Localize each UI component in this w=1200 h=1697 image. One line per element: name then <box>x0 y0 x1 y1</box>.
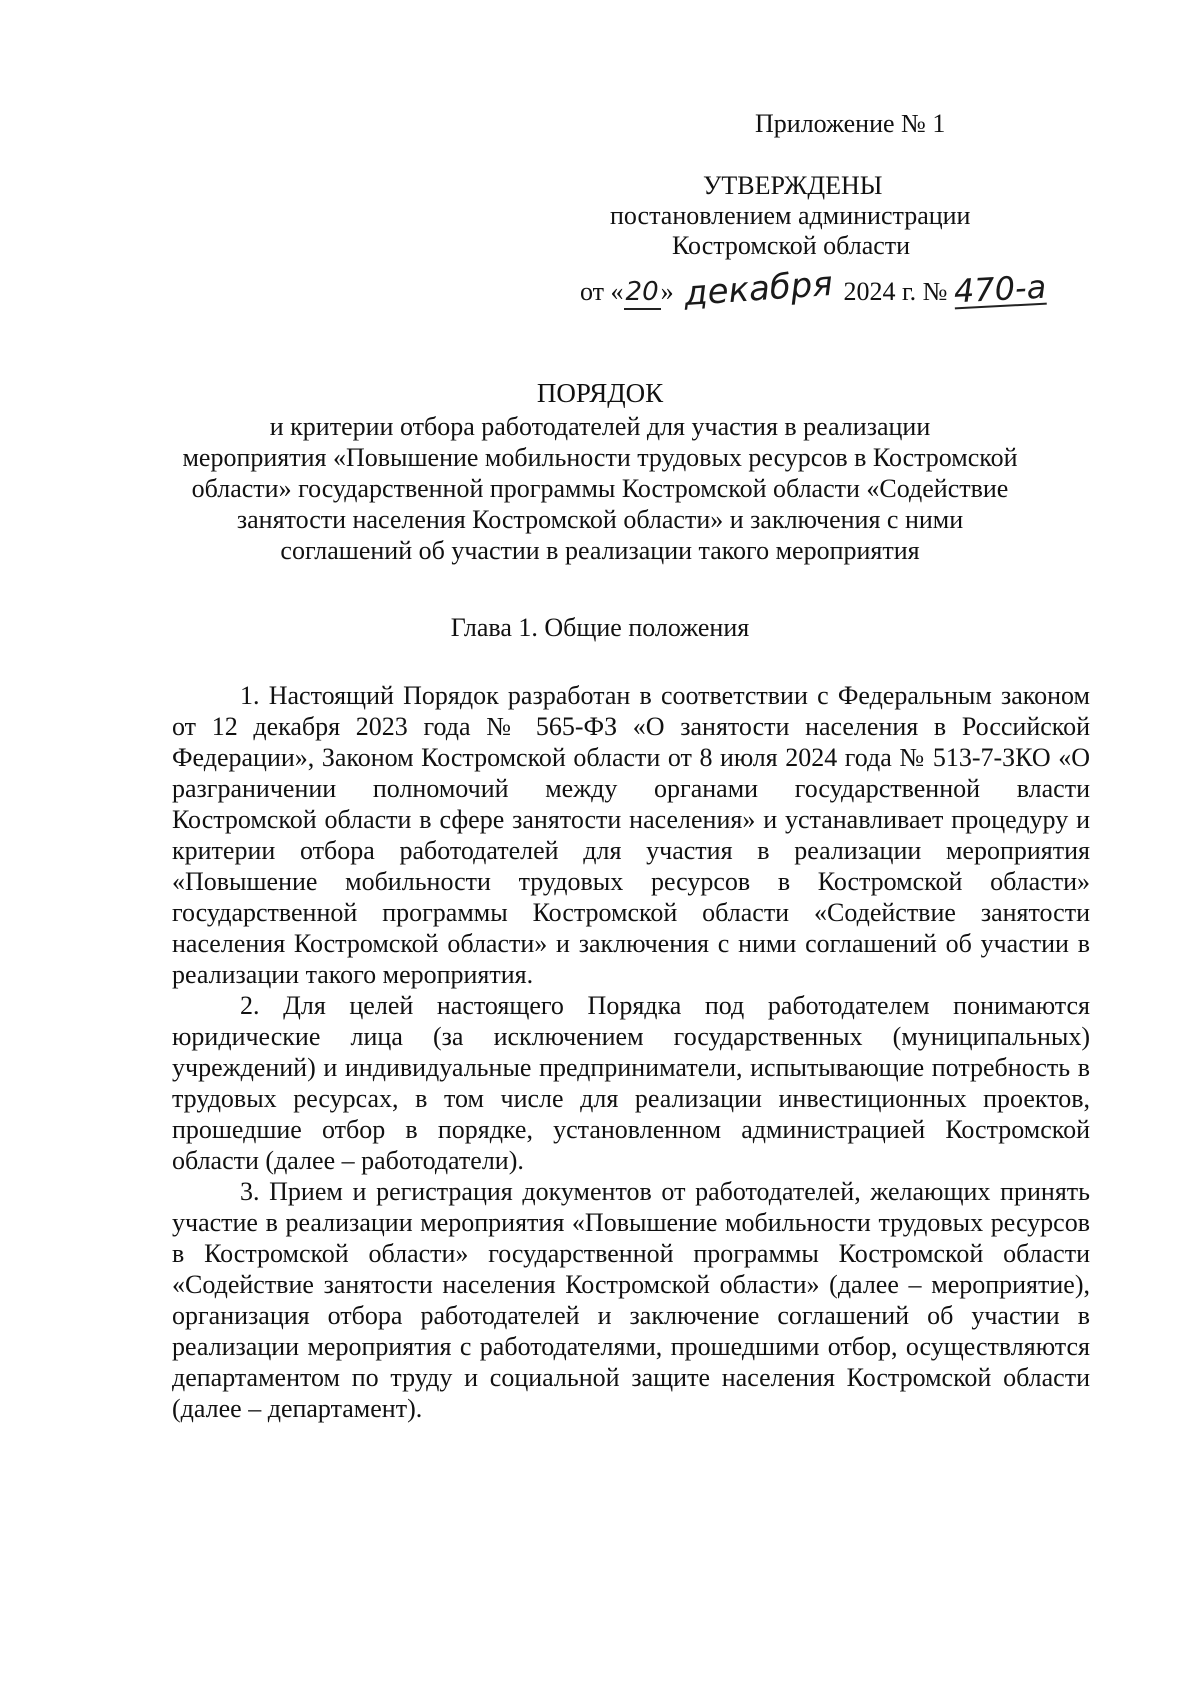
subtitle-line: мероприятия «Повышение мобильности трудовых ресурсов в Костромской <box>182 443 1018 472</box>
handwritten-month: декабря <box>682 263 835 315</box>
subtitle-line: соглашений об участии в реализации такого мероприятия <box>280 536 920 565</box>
annex-label: Приложение № 1 <box>755 109 946 138</box>
subtitle-line: и критерии отбора работодателей для участия в реализации <box>269 412 931 441</box>
date-year: 2024 г. № <box>843 277 948 306</box>
paragraph-3: 3. Прием и регистрация документов от работодателей, желающих принять участие в реализации мероприятия «Повышение мобильности трудовых ресурсов в Костромской области» государственной программы Костромской области «Содействие занятости населения Костромской области» (далее – мероприятие), организация отбора работодателей и заключение соглашений об участии в реализации мероприятия с работодателями, прошедшими отбор, осуществляются департаментом по труду и социальной защите населения Костромской области (далее – департамент). <box>172 1177 1090 1423</box>
date-quote-close: » <box>660 277 674 306</box>
subtitle-line: занятости населения Костромской области» и заключения с ними <box>236 505 964 534</box>
handwritten-day: 20 <box>624 277 661 310</box>
paragraph-2: 2. Для целей настоящего Порядка под работодателем понимаются юридические лица (за исключением государственных (муниципальных) учреждений) и индивидуальные предприниматели, испытывающие потребность в трудовых ресурсах, в том числе для реализации инвестиционных проектов, прошедшие отбор в порядке, установленном администрацией Костромской области (далее – работодатели). <box>172 991 1090 1175</box>
date-prefix: от « <box>580 277 624 306</box>
handwritten-number: 470-а <box>952 267 1048 311</box>
region-label: Костромской области <box>672 231 911 260</box>
document-body <box>172 680 1090 1424</box>
resolution-label: постановлением администрации <box>610 201 971 230</box>
approved-label: УТВЕРЖДЕНЫ <box>703 171 883 200</box>
paragraph-1: 1. Настоящий Порядок разработан в соответствии с Федеральным законом от 12 декабря 2023 года № 565-ФЗ «О занятости населения в Российской Федерации», Законом Костромской области от 8 июля 2024 года № 513-7-ЗКО «О разграничении полномочий между органами государственной власти Костромской области в сфере занятости населения» и устанавливает процедуру и критерии отбора работодателей для участия в реализации мероприятия «Повышение мобильности трудовых ресурсов в Костромской области» государственной программы Костромской области «Содействие занятости населения Костромской области» и заключения с ними соглашений об участии в реализации такого мероприятия. <box>172 681 1090 989</box>
document-name: ПОРЯДОК <box>536 378 664 408</box>
document-subtitle <box>150 411 1050 566</box>
document-title <box>150 378 1050 566</box>
approval-date <box>580 263 1048 315</box>
subtitle-line: области» государственной программы Костромской области «Содействие <box>191 474 1009 503</box>
chapter-heading: Глава 1. Общие положения <box>450 613 750 642</box>
